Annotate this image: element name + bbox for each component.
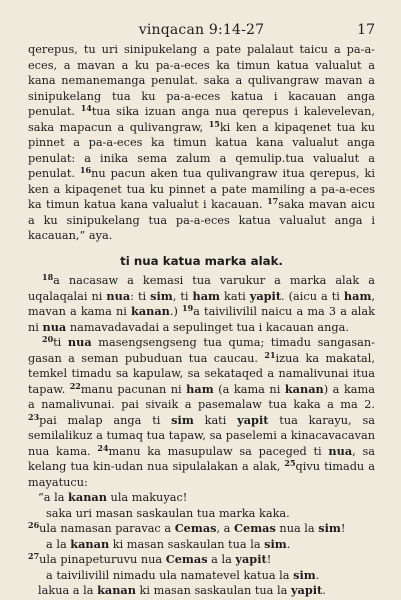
verse-text: ! — [266, 553, 272, 566]
verse-text: . — [315, 568, 320, 582]
verse-text: qivu timadu a mayatucu: — [28, 460, 376, 489]
name-bold: nua — [328, 443, 353, 458]
verse-text: (a kama ni — [213, 382, 285, 396]
verse-text: nu pacun aken tua qulivangraw itua qerepus, ki ken a kipaqenet tua ku pinnet a pate mamiling a pa-a-eces ka timun katua kana valualut i kacauan. — [28, 167, 375, 211]
verse-text: nua la — [275, 522, 319, 535]
poem-line — [28, 537, 375, 553]
name-bold: Cemas — [174, 521, 217, 535]
name-bold: Cemas — [165, 552, 208, 566]
verse-number: 24 — [97, 442, 109, 453]
name-bold: yapit — [235, 552, 267, 566]
name-bold: nua — [67, 335, 92, 349]
verse-text: . — [322, 584, 326, 597]
verse-number: 22 — [69, 380, 81, 391]
verse-text: “a la — [38, 491, 69, 504]
body-text — [28, 42, 375, 599]
verse-number: 14 — [80, 103, 92, 113]
name-bold: kanan — [284, 381, 324, 396]
name-bold: nua — [42, 319, 67, 334]
verse-text: . — [286, 537, 291, 551]
verse-number: 17 — [267, 196, 279, 206]
name-bold: sim — [318, 521, 341, 535]
name-bold: kanan — [68, 490, 107, 504]
verse-number: 27 — [28, 551, 40, 561]
verse-number: 26 — [28, 520, 40, 530]
verse-text: tua karayu, sa semilalikuz a tumaq tua tapaw, sa paselemi a kinacavacavan nua kama. — [28, 413, 375, 458]
verse-text: ti — [53, 336, 68, 349]
name-bold: nua — [106, 288, 131, 303]
verse-text: kati — [193, 413, 238, 427]
verse-text: namavadavadai a sepulinget tua i kacauan anga. — [66, 320, 349, 334]
verse-number: 18 — [42, 272, 54, 282]
poem-line — [28, 568, 375, 584]
name-bold: ham — [343, 288, 372, 303]
verse-text: ki ken a kipaqenet tua ku pinnet a pa-a-eces ka timun katua kana valualut anga penulat: a inika sema zalum a qemulip.tua valualut a penulat. — [28, 120, 375, 180]
verse-text: ula pinapeturuvu nua — [39, 553, 166, 566]
verse-text: , sa kelang tua kin-udan nua sipulalakan a alak, — [28, 444, 376, 473]
verse-text: lakua a la — [38, 584, 98, 597]
verse-text: pai malap anga ti — [39, 413, 172, 427]
name-bold: sim — [264, 536, 287, 551]
paragraph — [28, 273, 375, 335]
name-bold: ham — [192, 288, 220, 303]
verse-text: qerepus, tu uri sinipukelang a pate palalaut taicu a pa-a-eces, a mavan a ku pa-a-eces ka timun katua valualut a kana nemanemanga penulat. saka a qulivangraw mavan a sinipukelang tua ku pa-a-eces katua i kacauan anga penulat. — [28, 43, 375, 118]
verse-text: , a — [216, 522, 235, 535]
verse-text: a la — [46, 537, 71, 551]
verse-text: masengsengseng tua quma; timadu sangasan-gasan a seman pubuduan tua caucau. — [28, 336, 375, 365]
name-bold: kanan — [131, 304, 170, 318]
verse-number: 16 — [79, 165, 92, 175]
name-bold: yapit — [237, 412, 269, 427]
verse-text: ki masan saskaulan tua la — [109, 537, 265, 551]
page-number: 17 — [357, 22, 375, 38]
verse-text: ula makuyac! — [106, 491, 188, 504]
name-bold: sim — [150, 288, 173, 303]
verse-text: izua ka makatal, temkel timadu sa kapulaw, sa sekataqed a namalivunai itua tapaw. — [28, 351, 375, 396]
verse-text: a nacasaw a kemasi tua varukur a marka alak a uqalaqalai ni — [28, 274, 375, 303]
verse-text: .) — [169, 305, 183, 318]
verse-text: kati — [220, 289, 250, 303]
poem-line — [28, 490, 375, 506]
name-bold: yapit — [290, 583, 323, 597]
poem-line — [28, 583, 375, 599]
name-bold: kanan — [97, 583, 136, 597]
verse-text: manu pacunan ni — [80, 382, 187, 396]
verse-number: 19 — [182, 303, 194, 313]
verse-text: a taivilivilil naicu a ma 3 a alak ni — [28, 305, 375, 334]
running-head: vinqacan 9:14-27 — [138, 22, 265, 38]
verse-number: 15 — [208, 118, 220, 129]
name-bold: kanan — [70, 536, 110, 551]
name-bold: ham — [186, 381, 214, 396]
verse-text: ki masan saskaulan tua la — [135, 584, 291, 597]
verse-text: : ti — [130, 289, 151, 303]
verse-number: 20 — [42, 334, 54, 344]
verse-text: , ti — [172, 289, 193, 303]
name-bold: sim — [293, 567, 316, 582]
name-bold: Cemas — [234, 521, 276, 535]
verse-text: saka mavan aicu a ku sinipukelang tua pa-a-eces katua valualut anga i kacauan,” aya. — [28, 198, 375, 242]
paragraph — [28, 42, 375, 244]
verse-text: ) a kama a namalivunai. pai sivaik a pasemalaw tua kaka a ma 2. — [28, 382, 375, 411]
verse-text: a la — [207, 553, 236, 566]
paragraph — [28, 335, 375, 490]
verse-text: manu ka masupulaw sa paceged ti — [108, 444, 329, 458]
name-bold: sim — [171, 412, 194, 427]
verse-text: ula namasan paravac a — [39, 522, 175, 535]
verse-text: a taivilivilil nimadu ula namatevel katua la — [46, 568, 294, 582]
verse-text: ! — [340, 522, 346, 535]
poem-line — [28, 521, 375, 537]
verse-number: 21 — [264, 349, 276, 360]
verse-number: 25 — [284, 458, 296, 468]
verse-text: , mavan a kama ni — [28, 289, 375, 318]
verse-text: tua sika izuan anga nua qerepus i kalevelevan, saka mapacun a qulivangraw, — [28, 105, 375, 134]
verse-number: 23 — [28, 411, 40, 422]
verse-text: . (aicu a ti — [281, 289, 344, 303]
name-bold: yapit — [249, 288, 282, 303]
section-heading: ti nua katua marka alak. — [120, 253, 283, 268]
page-header — [28, 22, 375, 42]
poem-line: saka uri masan saskaulan tua marka kaka. — [46, 506, 290, 520]
poem-line — [28, 552, 375, 568]
